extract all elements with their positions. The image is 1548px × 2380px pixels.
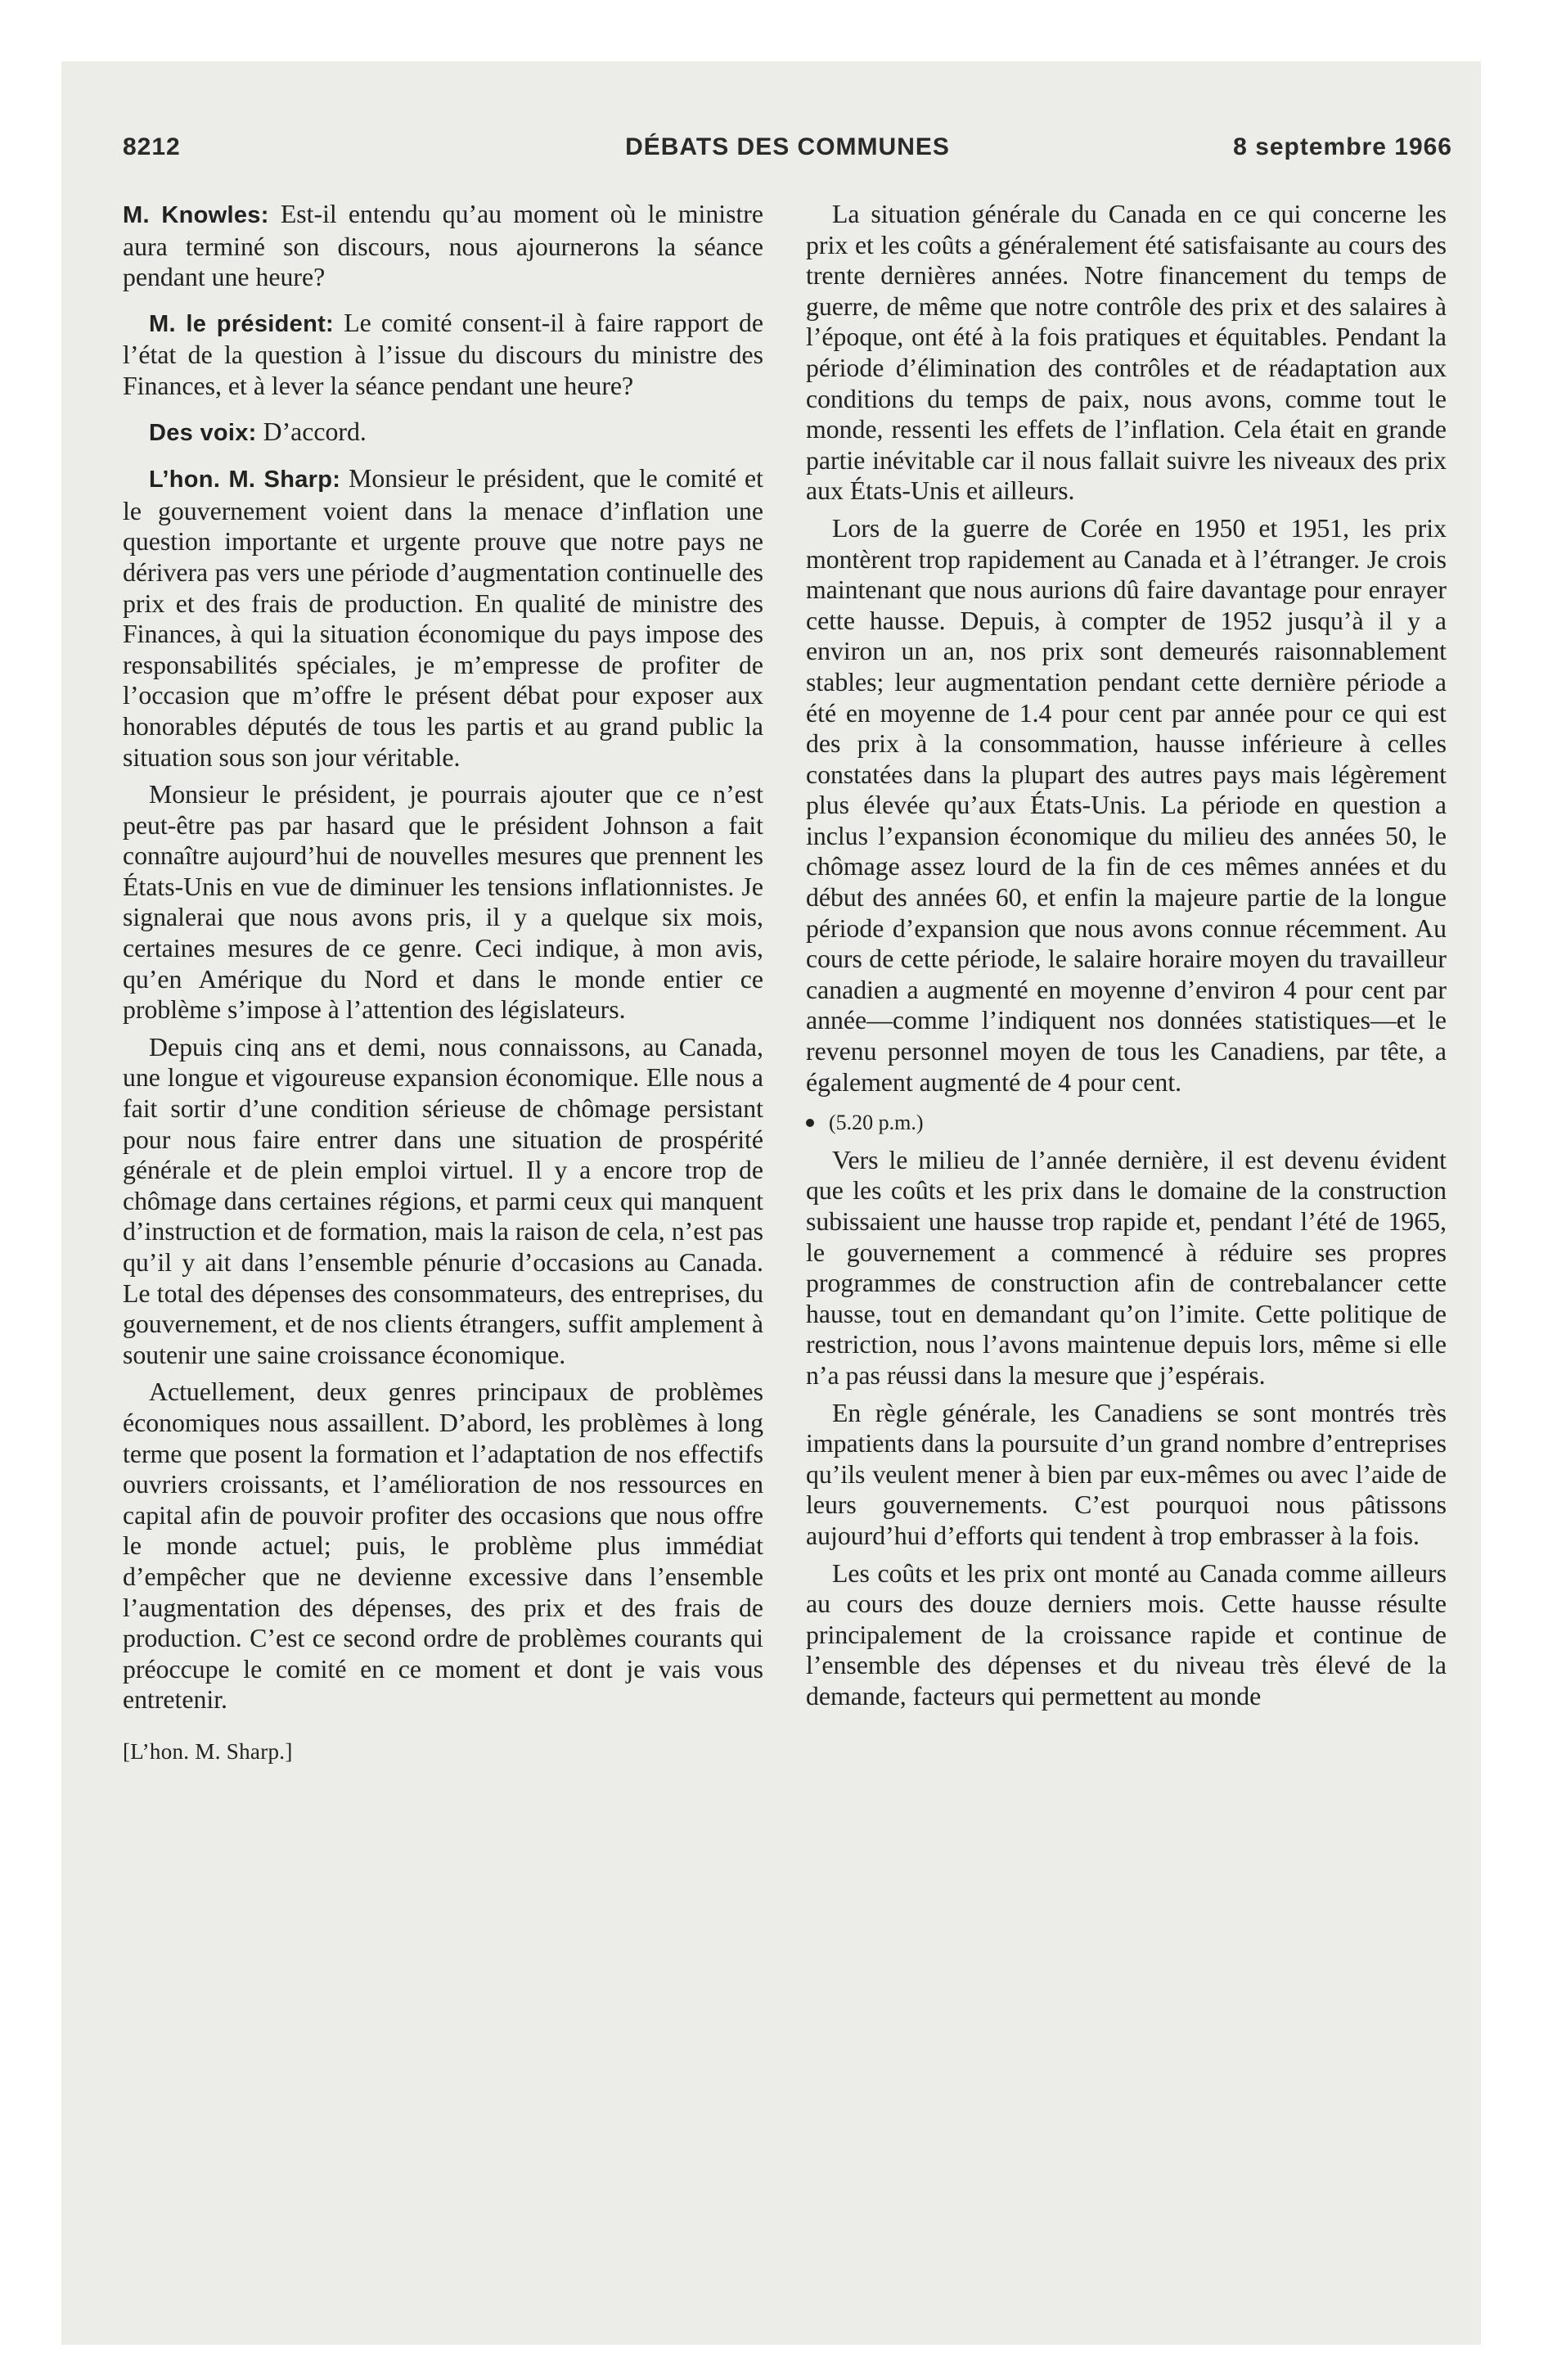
speaker-name: Des voix: xyxy=(149,419,257,446)
paragraph: Monsieur le président, je pourrais ajouter que ce n’est peut-être pas par hasard que le président Johnson a fait connaître aujourd’hui de nouvelles mesures que prennent les États-Unis en vue de diminuer les tensions inflationnistes. Je signalerai que nous avons pris, il y a quelque six mois, certaines mesures de ce genre. Ceci indique, à mon avis, qu’en Amérique du Nord et dans le monde entier ce problème s’impose à l’attention des législateurs. xyxy=(123,780,763,1025)
paragraph: Lors de la guerre de Corée en 1950 et 1951, les prix montèrent trop rapidement au Canada et à l’étranger. Je crois maintenant que nous aurions dû faire davantage pour enrayer cette hausse. Depuis, à compter de 1952 jusqu’à il y a environ un an, nos prix sont demeurés raisonnablement stables; leur augmentation pendant cette dernière période a été en moyenne de 1.4 pour cent par année pour ce qui est des prix à la consommation, hausse inférieure à celles constatées dans la plupart des autres pays mais légèrement plus élevée qu’aux États-Unis. La période en question a inclus l’expansion économique du milieu des années 50, le chômage assez lourd de la fin de ces mêmes années et du début des années 60, et enfin la majeure partie de la longue période d’expansion que nous avons connue récemment. Au cours de cette période, le salaire horaire moyen du travailleur canadien a augmenté en moyenne d’environ 4 pour cent par année—comme l’indiquent nos données statistiques—et le revenu personnel moyen de tous les Canadiens, par tête, a également augmenté de 4 pour cent. xyxy=(806,513,1447,1097)
paragraph: Vers le milieu de l’année dernière, il est devenu évident que les coûts et les prix dans le domaine de la construction subissaient une hausse trop rapide et, pendant l’été de 1965, le gouvernement a commencé à réduire ses propres programmes de construction afin de contrebalancer cette hausse, tout en demandant qu’on l’imite. Cette politique de restriction, nous l’avons maintenue depuis lors, même si elle n’a pas réussi dans la mesure que j’espérais. xyxy=(806,1145,1447,1390)
time-stamp: (5.20 p.m.) xyxy=(829,1111,924,1135)
paragraph: En règle générale, les Canadiens se sont montrés très impatients dans la poursuite d’un grand nombre d’entreprises qu’ils veulent mener à bien par eux-mêmes ou avec l’aide de leurs gouvernements. C’est pourquoi nous pâtissons aujourd’hui d’efforts qui tendent à trop embrasser à la fois. xyxy=(806,1398,1447,1550)
speech-text: Le comité consent-il à faire rapport de l’état de la question à l’issue du discours du ministre des Finances, et à lever la séance pendant une heure? xyxy=(123,308,763,400)
speech-text: Est-il entendu qu’au moment où le ministre aura terminé son discours, nous ajournerons la séance pendant une heure? xyxy=(123,200,763,292)
page-header xyxy=(123,133,1452,176)
paragraph xyxy=(123,463,763,773)
speaker-signature: [L’hon. M. Sharp.] xyxy=(123,1738,293,1764)
publication-date: 8 septembre 1966 xyxy=(1233,133,1452,160)
time-marker xyxy=(806,1107,1447,1138)
speech-text: Monsieur le président, que le comité et le gouvernement voient dans la menace d’inflation une question importante et urgente prouve que notre pays ne dérivera pas vers une période d’augmentation continuelle des prix et des frais de production. En qualité de ministre des Finances, à qui la situation économique du pays impose des responsabilités spéciales, je m’empresse de profiter de l’occasion que m’offre le présent débat pour exposer aux honorables députés de tous les partis et au grand public la situation sous son jour véritable. xyxy=(123,464,763,772)
paragraph: Depuis cinq ans et demi, nous connaissons, au Canada, une longue et vigoureuse expansion économique. Elle nous a fait sortir d’une condition sérieuse de chômage persistant pour nous faire entrer dans une situation de prospérité générale et de plein emploi virtuel. Il y a encore trop de chômage dans certaines régions, et parmi ceux qui manquent d’instruction et de formation, mais la raison de cela, n’est pas qu’il y ait dans l’ensemble pénurie d’occasions au Canada. Le total des dépenses des consommateurs, des entreprises, du gouvernement, et de nos clients étrangers, suffit amplement à soutenir une saine croissance économique. xyxy=(123,1032,763,1369)
page-number: 8212 xyxy=(123,133,181,160)
paragraph: La situation générale du Canada en ce qui concerne les prix et les coûts a généralement été satisfaisante au cours des trente dernières années. Notre financement du temps de guerre, de même que notre contrôle des prix et des salaires à l’époque, ont été à la fois pratiques et équitables. Pendant la période d’élimination des contrôles et de réadaptation aux conditions du temps de paix, nous avons, comme tout le monde, ressenti les effets de l’inflation. Cela était en grande partie inévitable car il nous fallait suivre les niveaux des prix aux États-Unis et ailleurs. xyxy=(806,200,1447,506)
publication-title: DÉBATS DES COMMUNES xyxy=(625,133,950,160)
speaker-name: M. Knowles: xyxy=(123,202,269,228)
speaker-name: M. le président: xyxy=(149,310,334,337)
paragraph: Actuellement, deux genres principaux de problèmes économiques nous assaillent. D’abord, les problèmes à long terme que posent la formation et l’adaptation de nos effectifs ouvriers croissants, et l’amélioration de nos ressources en capital afin de pouvoir profiter des occasions que nous offre le monde actuel; puis, le problème plus immédiat d’empêcher que ne devienne excessive dans l’ensemble l’augmentation des dépenses, des prix et des frais de production. C’est ce second ordre de problèmes courants qui préoccupe le comité en ce moment et dont je vais vous entretenir. xyxy=(123,1377,763,1715)
paragraph xyxy=(123,308,763,402)
speaker-name: L’hon. M. Sharp: xyxy=(149,467,341,494)
paragraph xyxy=(123,417,763,449)
paragraph xyxy=(123,199,763,293)
bullet-icon xyxy=(806,1119,814,1127)
paragraph: Les coûts et les prix ont monté au Canada comme ailleurs au cours des douze derniers mois. Cette hausse résulte principalement de la croissance rapide et continue de l’ensemble des dépenses et du niveau très élevé de la demande, facteurs qui permettent au monde xyxy=(806,1558,1447,1711)
right-column xyxy=(806,199,1447,1712)
left-column xyxy=(123,199,763,1768)
speech-text: D’accord. xyxy=(256,417,367,446)
